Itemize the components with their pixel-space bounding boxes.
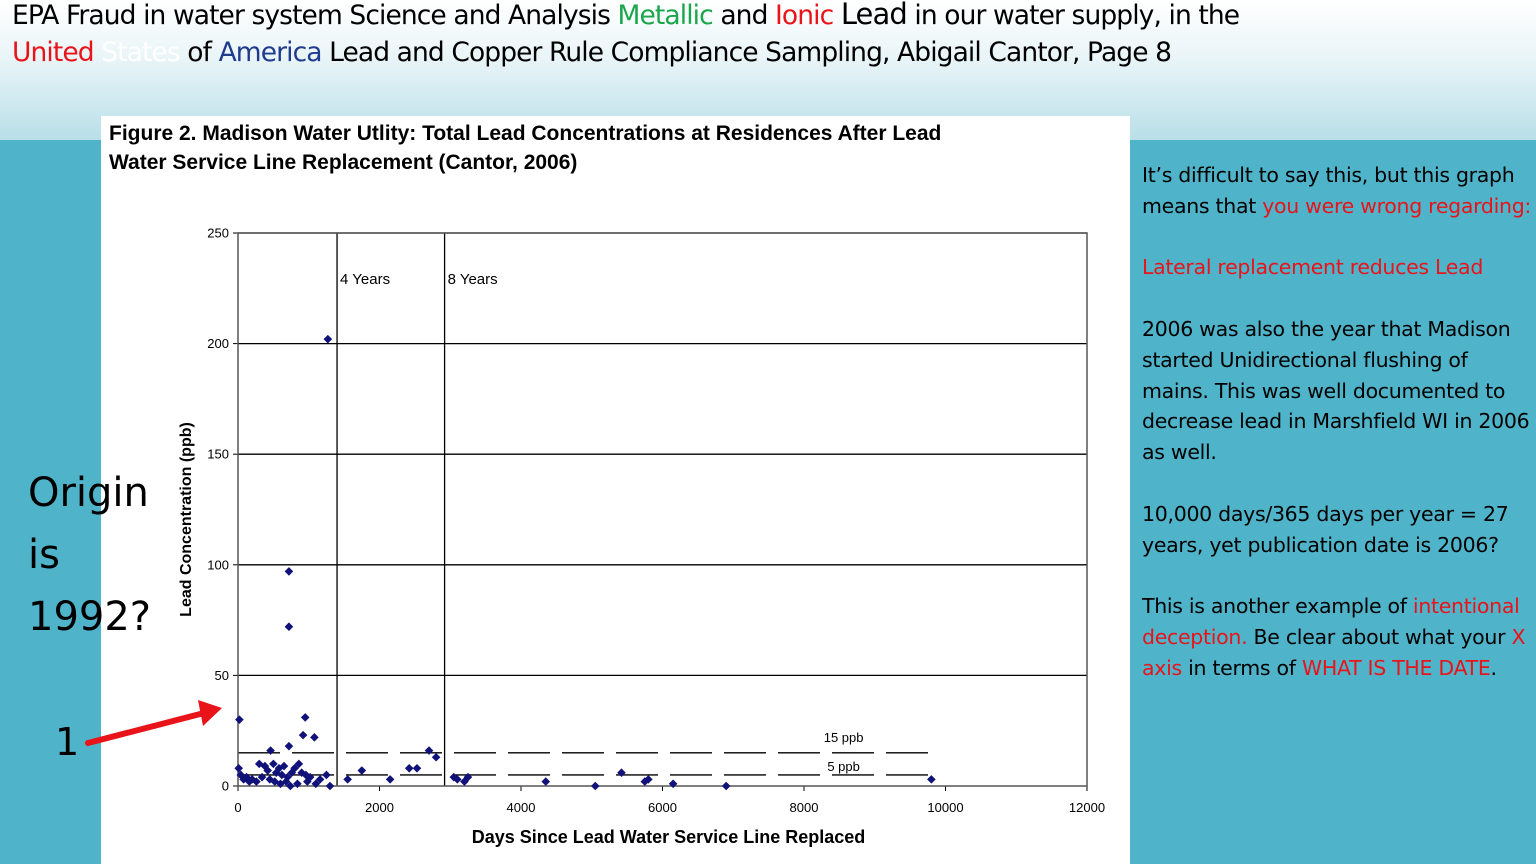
chart-figure	[101, 116, 1130, 864]
data-point	[432, 753, 441, 762]
y-tick-label: 150	[207, 446, 229, 462]
data-point	[322, 771, 331, 780]
data-point	[722, 782, 731, 791]
commentary-panel	[1142, 160, 1532, 714]
commentary-paragraph-5: This is another example of intentional deception. Be clear about what your X axis in terms of WHAT IS THE DATE.	[1142, 594, 1526, 680]
reference-line-label: 5 ppb	[827, 758, 860, 774]
commentary-paragraph-2: Lateral replacement reduces Lead	[1142, 255, 1484, 280]
y-tick-label: 0	[221, 778, 229, 794]
lead-word: Lead	[840, 0, 907, 31]
y-tick-label: 200	[207, 336, 229, 352]
commentary-paragraph-4: 10,000 days/365 days per year = 27 years, yet publication date is 2006?	[1142, 501, 1509, 557]
x-tick-label: 10000	[927, 800, 964, 815]
data-point	[324, 335, 333, 344]
data-point	[425, 746, 434, 755]
x-tick-label: 0	[234, 800, 242, 815]
data-point	[405, 764, 414, 773]
data-point	[386, 775, 395, 784]
metallic-word: Metallic	[617, 0, 713, 31]
figure-title-line2: Water Service Line Replacement (Cantor, 2006)	[109, 150, 578, 174]
plot-frame	[238, 233, 1087, 786]
y-axis-label: Lead Concentration (ppb)	[178, 422, 195, 617]
data-point	[413, 764, 422, 773]
data-point	[285, 742, 294, 751]
data-point	[266, 746, 275, 755]
vertical-marker-label: 4 Years	[340, 271, 391, 288]
y-tick-label: 250	[207, 225, 229, 241]
data-point	[299, 731, 308, 740]
data-point	[669, 779, 678, 788]
data-point	[235, 715, 244, 724]
data-point	[285, 622, 294, 631]
states-word: States	[93, 37, 188, 68]
data-point	[285, 567, 294, 576]
origin-question: Origin is 1992?	[28, 470, 152, 640]
y-tick-label: 50	[214, 667, 229, 683]
y-tick-label: 100	[207, 557, 229, 573]
america-word: America	[218, 37, 322, 68]
slide-title-line2: United States of America Lead and Copper Rule Compliance Sampling, Abigail Cantor, Page 8	[12, 37, 1172, 68]
data-point	[541, 777, 550, 786]
data-point	[343, 775, 352, 784]
data-point	[326, 782, 335, 791]
x-tick-label: 6000	[648, 800, 677, 815]
reference-line-label: 15 ppb	[823, 729, 864, 745]
commentary-paragraph-1: It’s difficult to say this, but this graph means that you were wrong regarding:	[1142, 163, 1532, 218]
x-tick-label: 2000	[365, 800, 394, 815]
vertical-marker-label: 8 Years	[447, 271, 498, 288]
scatter-chart	[101, 116, 1130, 864]
x-tick-label: 8000	[789, 800, 819, 815]
x-axis-label: Days Since Lead Water Service Line Replaced	[471, 827, 866, 847]
data-point	[358, 766, 367, 775]
annotation-number: 1	[55, 720, 80, 764]
united-word: United	[12, 37, 94, 68]
figure-title-line1: Figure 2. Madison Water Utlity: Total Lead Concentrations at Residences After Lead	[109, 122, 942, 145]
x-tick-label: 12000	[1068, 800, 1106, 815]
commentary-paragraph-3: 2006 was also the year that Madison started Unidirectional flushing of mains. This was well documented to decrease lead in Marshfield WI in 2006 as well.	[1142, 316, 1530, 465]
data-point	[927, 775, 936, 784]
x-tick-label: 4000	[506, 800, 536, 815]
data-point	[591, 782, 600, 791]
slide-title-line1: EPA Fraud in water system Science and Analysis Metallic and Ionic Lead in our water supply, in the	[12, 0, 1512, 34]
data-point	[234, 764, 243, 773]
ionic-word: Ionic	[775, 0, 834, 31]
data-point	[301, 713, 310, 722]
data-point	[617, 768, 626, 777]
data-point	[293, 779, 302, 788]
data-point	[310, 733, 319, 742]
slide-title	[12, 0, 1512, 71]
figure-title	[109, 120, 1109, 177]
